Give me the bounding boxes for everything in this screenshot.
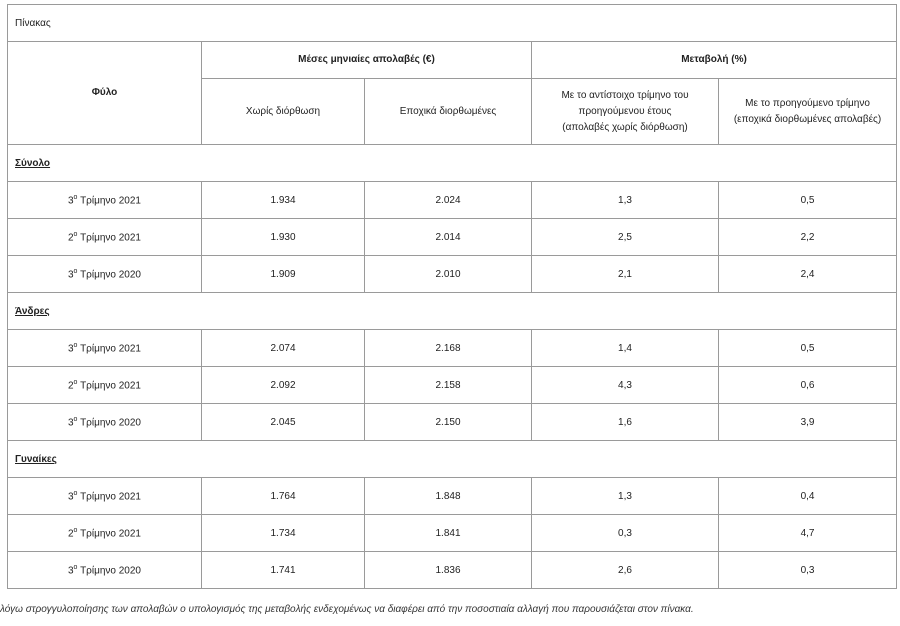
group-label: Σύνολο xyxy=(8,145,897,182)
table-row xyxy=(8,182,897,219)
unadjusted-header: Χωρίς διόρθωση xyxy=(202,79,365,145)
yoy-change-cell: 1,3 xyxy=(532,478,719,515)
period-cell xyxy=(8,219,202,256)
unadjusted-cell: 1.909 xyxy=(202,256,365,293)
qoq-change-cell: 0,6 xyxy=(719,367,897,404)
ordinal-superscript: ο xyxy=(73,267,78,275)
table-row xyxy=(8,219,897,256)
yoy-change-cell: 2,6 xyxy=(532,552,719,589)
yoy-change-cell: 0,3 xyxy=(532,515,719,552)
period-label: Τρίμηνο 2021 xyxy=(80,195,141,207)
group-row xyxy=(8,441,897,478)
yoy-header-line: (απολαβές χωρίς διόρθωση) xyxy=(562,121,688,133)
qoq-header-line: Με το προηγούμενο τρίμηνο xyxy=(745,97,870,109)
period-cell xyxy=(8,478,202,515)
seasonal-cell: 2.010 xyxy=(365,256,532,293)
table-row xyxy=(8,256,897,293)
earnings-header: Μέσες μηνιαίες απολαβές (€) xyxy=(202,42,532,79)
yoy-change-cell: 1,3 xyxy=(532,182,719,219)
seasonal-cell: 1.841 xyxy=(365,515,532,552)
period-label: Τρίμηνο 2021 xyxy=(80,491,141,503)
qoq-change-cell: 4,7 xyxy=(719,515,897,552)
period-label: Τρίμηνο 2021 xyxy=(80,380,141,392)
group-label: Γυναίκες xyxy=(8,441,897,478)
period-label: Τρίμηνο 2021 xyxy=(80,343,141,355)
qoq-change-cell: 3,9 xyxy=(719,404,897,441)
gender-header: Φύλο xyxy=(8,42,202,145)
period-cell xyxy=(8,256,202,293)
ordinal-superscript: ο xyxy=(73,489,78,497)
ordinal-superscript: ο xyxy=(73,526,78,534)
unadjusted-cell: 2.092 xyxy=(202,367,365,404)
yoy-header-line: προηγούμενου έτους xyxy=(578,105,672,117)
quarter-number: 3 xyxy=(67,343,74,355)
period-label: Τρίμηνο 2020 xyxy=(80,565,141,577)
quarter-number: 2 xyxy=(67,232,74,244)
ordinal-superscript: ο xyxy=(73,415,78,423)
yoy-header xyxy=(532,79,719,145)
earnings-table xyxy=(7,4,897,589)
seasonal-cell: 2.014 xyxy=(365,219,532,256)
unadjusted-cell: 1.934 xyxy=(202,182,365,219)
seasonal-cell: 2.168 xyxy=(365,330,532,367)
yoy-change-cell: 2,5 xyxy=(532,219,719,256)
period-cell xyxy=(8,552,202,589)
qoq-header-line: (εποχικά διορθωμένες απολαβές) xyxy=(733,113,882,125)
unadjusted-cell: 1.741 xyxy=(202,552,365,589)
quarter-number: 3 xyxy=(67,269,74,281)
period-cell xyxy=(8,367,202,404)
quarter-number: 2 xyxy=(67,380,74,392)
group-row xyxy=(8,145,897,182)
period-cell xyxy=(8,330,202,367)
unadjusted-cell: 1.734 xyxy=(202,515,365,552)
ordinal-superscript: ο xyxy=(73,341,78,349)
yoy-change-cell: 1,4 xyxy=(532,330,719,367)
group-label: Άνδρες xyxy=(8,293,897,330)
unadjusted-cell: 1.764 xyxy=(202,478,365,515)
qoq-change-cell: 0,5 xyxy=(719,330,897,367)
quarter-number: 3 xyxy=(67,565,74,577)
seasonal-cell: 2.024 xyxy=(365,182,532,219)
table-row xyxy=(8,478,897,515)
quarter-number: 3 xyxy=(67,491,74,503)
change-header: Μεταβολή (%) xyxy=(532,42,897,79)
quarter-number: 2 xyxy=(67,528,74,540)
table-row xyxy=(8,404,897,441)
period-label: Τρίμηνο 2020 xyxy=(80,417,141,429)
seasonal-cell: 1.848 xyxy=(365,478,532,515)
qoq-change-cell: 2,4 xyxy=(719,256,897,293)
ordinal-superscript: ο xyxy=(73,230,78,238)
table-row xyxy=(8,330,897,367)
footnote: λόγω στρογγυλοποίησης των απολαβών ο υπολογισμός της μεταβολής ενδεχομένως να διαφέρει από την ποσοστιαία αλλαγή που παρουσιάζεται στον πίνακα. xyxy=(0,604,694,615)
ordinal-superscript: ο xyxy=(73,193,78,201)
unadjusted-cell: 2.045 xyxy=(202,404,365,441)
quarter-number: 3 xyxy=(67,417,74,429)
ordinal-superscript: ο xyxy=(73,563,78,571)
qoq-header xyxy=(719,79,897,145)
qoq-change-cell: 2,2 xyxy=(719,219,897,256)
table-title: Πίνακας xyxy=(8,5,897,42)
unadjusted-cell: 1.930 xyxy=(202,219,365,256)
seasonal-cell: 2.158 xyxy=(365,367,532,404)
period-cell xyxy=(8,182,202,219)
qoq-change-cell: 0,4 xyxy=(719,478,897,515)
table-row xyxy=(8,515,897,552)
period-cell xyxy=(8,404,202,441)
period-label: Τρίμηνο 2021 xyxy=(80,528,141,540)
seasonal-header: Εποχικά διορθωμένες xyxy=(365,79,532,145)
yoy-change-cell: 4,3 xyxy=(532,367,719,404)
table-row xyxy=(8,552,897,589)
quarter-number: 3 xyxy=(67,195,74,207)
qoq-change-cell: 0,3 xyxy=(719,552,897,589)
seasonal-cell: 1.836 xyxy=(365,552,532,589)
yoy-change-cell: 1,6 xyxy=(532,404,719,441)
yoy-header-line: Με το αντίστοιχο τρίμηνο του xyxy=(561,89,689,101)
unadjusted-cell: 2.074 xyxy=(202,330,365,367)
group-row xyxy=(8,293,897,330)
period-label: Τρίμηνο 2020 xyxy=(80,269,141,281)
seasonal-cell: 2.150 xyxy=(365,404,532,441)
period-label: Τρίμηνο 2021 xyxy=(80,232,141,244)
ordinal-superscript: ο xyxy=(73,378,78,386)
qoq-change-cell: 0,5 xyxy=(719,182,897,219)
yoy-change-cell: 2,1 xyxy=(532,256,719,293)
period-cell xyxy=(8,515,202,552)
table-row xyxy=(8,367,897,404)
